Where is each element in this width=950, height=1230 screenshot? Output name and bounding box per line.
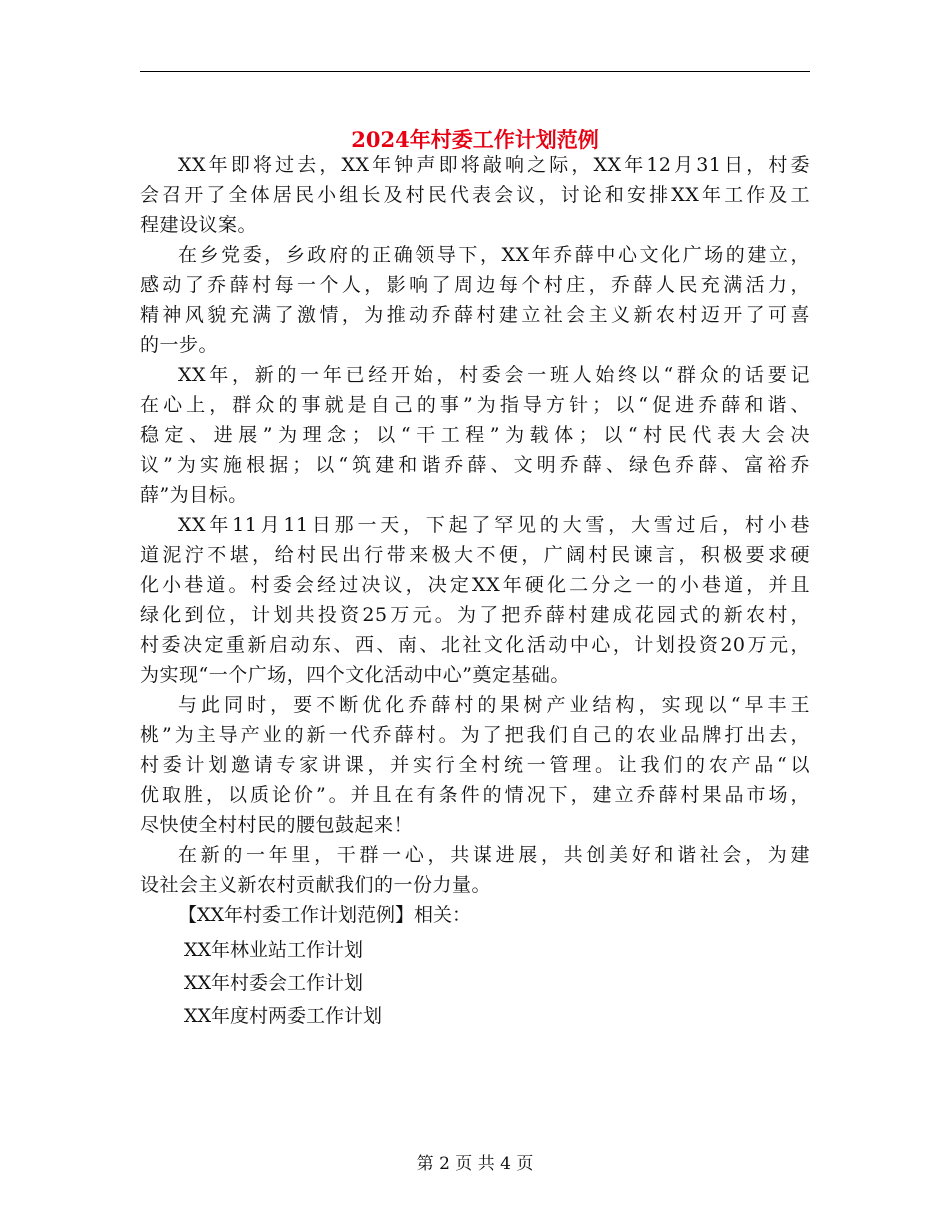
paragraph-line: 村委计划邀请专家讲课，并实行全村统一管理。让我们的农产品“以 bbox=[140, 754, 810, 776]
paragraph-line: 在新的一年里，干群一心，共谋进展，共创美好和谐社会，为建 bbox=[178, 844, 810, 866]
document-body bbox=[140, 150, 810, 1033]
paragraph-line: 在心上，群众的事就是自己的事”为指导方针；以“促进乔薛和谐、 bbox=[140, 394, 810, 416]
paragraph-line: 道泥泞不堪，给村民出行带来极大不便，广阔村民谏言，积极要求硬 bbox=[140, 544, 810, 566]
paragraph-line: XX年11月11日那一天，下起了罕见的大雪，大雪过后，村小巷 bbox=[178, 514, 810, 536]
paragraph-line: XX年，新的一年已经开始，村委会一班人始终以“群众的话要记 bbox=[178, 364, 810, 386]
paragraph-line: 的一步。 bbox=[140, 334, 219, 356]
paragraph-line: 桃”为主导产业的新一代乔薛村。为了把我们自己的农业品牌打出去， bbox=[140, 724, 810, 746]
paragraph-line: 议”为实施根据；以“筑建和谐乔薛、文明乔薛、绿色乔薛、富裕乔 bbox=[140, 454, 810, 476]
paragraph bbox=[140, 150, 810, 240]
paragraph-line: 为实现“一个广场，四个文化活动中心”奠定基础。 bbox=[140, 664, 570, 686]
page-number: 第 2 页 共 4 页 bbox=[416, 1154, 534, 1174]
paragraph-line: 稳定、进展”为理念；以“干工程”为载体；以“村民代表大会决 bbox=[140, 424, 810, 446]
paragraph-line: 优取胜，以质论价”。并且在有条件的情况下，建立乔薛村果品市场， bbox=[140, 784, 810, 806]
related-heading: 【XX年村委工作计划范例】相关： bbox=[178, 904, 472, 926]
paragraph-line: 会召开了全体居民小组长及村民代表会议，讨论和安排XX年工作及工 bbox=[140, 184, 810, 206]
paragraph-line: 与此同时，要不断优化乔薛村的果树产业结构，实现以“早丰王 bbox=[178, 694, 810, 716]
paragraph bbox=[140, 510, 810, 690]
paragraph-line: 在乡党委，乡政府的正确领导下，XX年乔薛中心文化广场的建立， bbox=[178, 244, 810, 266]
paragraph-line: 薛”为目标。 bbox=[140, 484, 248, 506]
paragraph bbox=[140, 690, 810, 840]
related-list bbox=[140, 934, 810, 1033]
document-title: 2024年村委工作计划范例 bbox=[351, 127, 599, 153]
related-item: XX年村委会工作计划 bbox=[184, 972, 364, 994]
paragraph-line: 设社会主义新农村贡献我们的一份力量。 bbox=[140, 874, 492, 896]
paragraph bbox=[140, 840, 810, 900]
header-rule bbox=[140, 71, 810, 72]
paragraph-line: XX年即将过去，XX年钟声即将敲响之际，XX年12月31日，村委 bbox=[178, 154, 810, 176]
paragraph bbox=[140, 240, 810, 360]
paragraph-line: 尽快使全村村民的腰包鼓起来！ bbox=[140, 814, 414, 836]
paragraph bbox=[140, 360, 810, 510]
paragraph-container bbox=[140, 150, 810, 900]
paragraph-line: 绿化到位，计划共投资25万元。为了把乔薛村建成花园式的新农村， bbox=[140, 604, 810, 626]
paragraph-line: 村委决定重新启动东、西、南、北社文化活动中心，计划投资20万元， bbox=[140, 634, 810, 656]
related-item: XX年林业站工作计划 bbox=[184, 939, 364, 961]
paragraph-line: 程建设议案。 bbox=[140, 214, 258, 236]
paragraph-line: 感动了乔薛村每一个人，影响了周边每个村庄，乔薛人民充满活力， bbox=[140, 274, 810, 296]
related-item: XX年度村两委工作计划 bbox=[184, 1005, 383, 1027]
paragraph-line: 化小巷道。村委会经过决议，决定XX年硬化二分之一的小巷道，并且 bbox=[140, 574, 810, 596]
paragraph-line: 精神风貌充满了激情，为推动乔薛村建立社会主义新农村迈开了可喜 bbox=[140, 304, 810, 326]
